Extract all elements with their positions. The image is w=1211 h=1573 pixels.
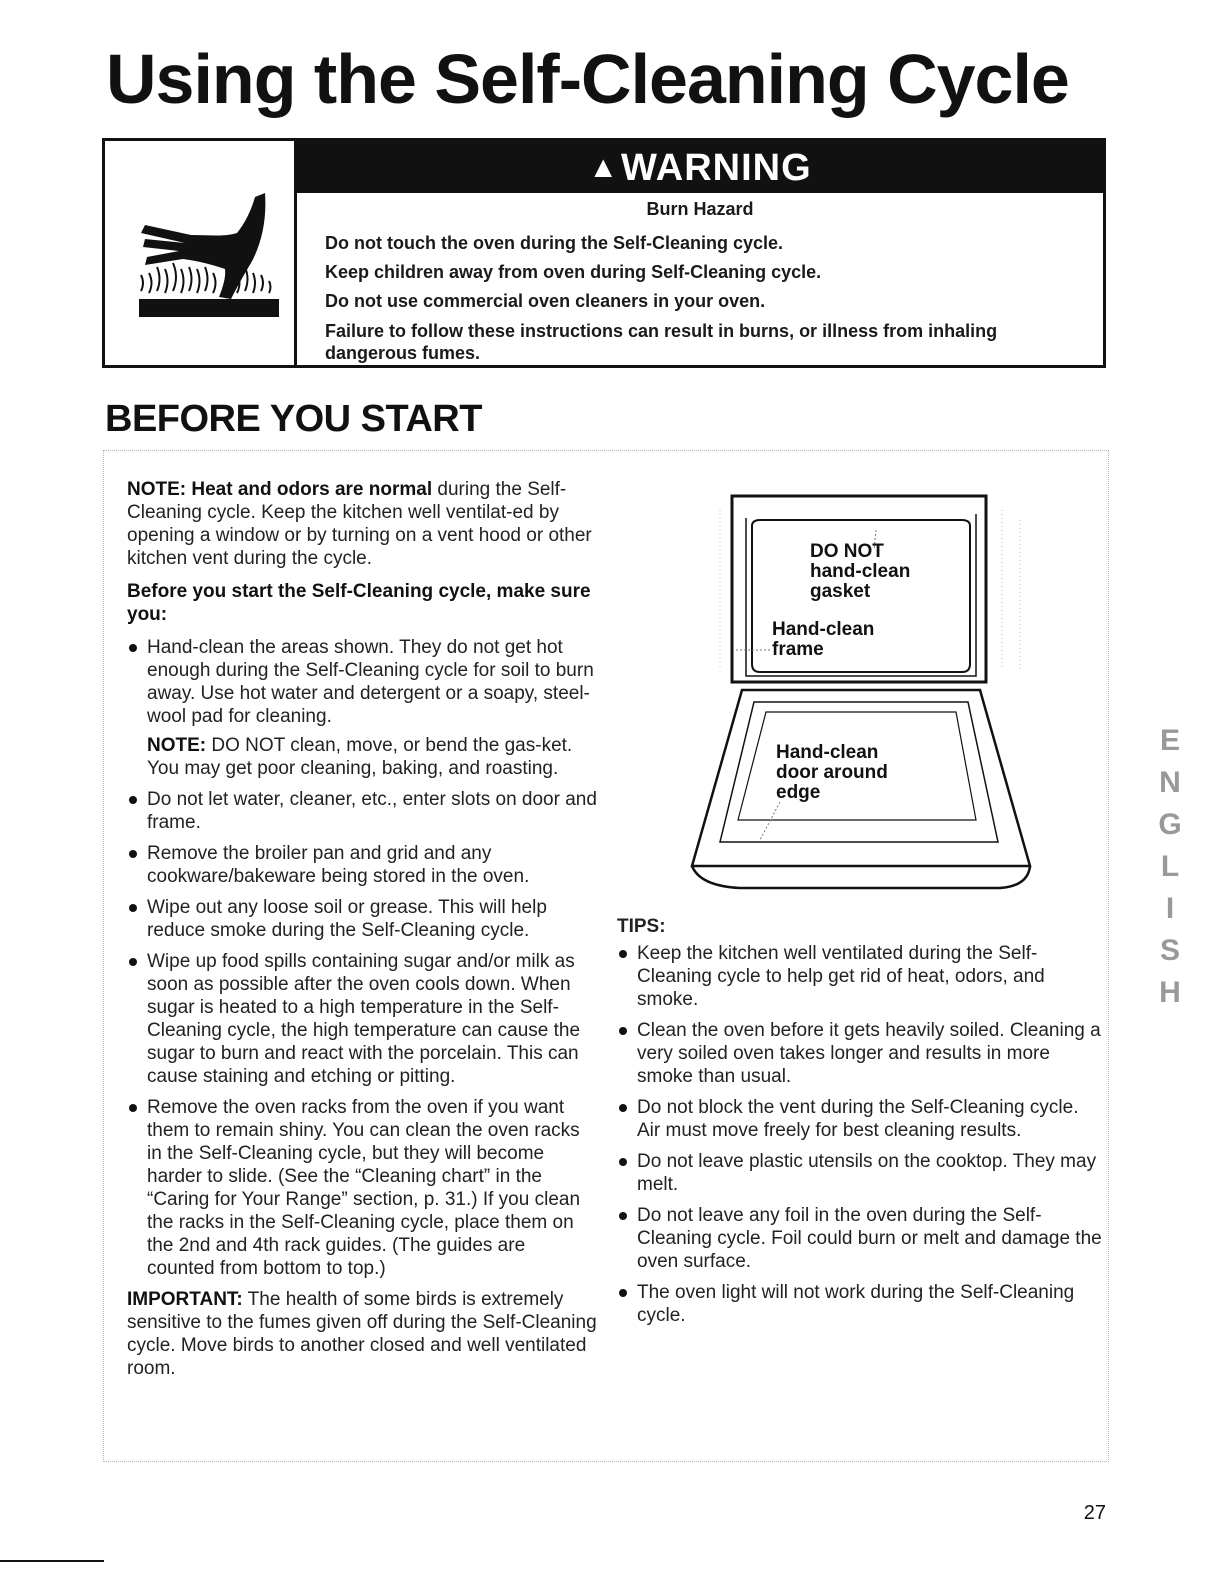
before-list xyxy=(127,636,597,728)
list-item: Do not block the vent during the Self-Cleaning cycle. Air must move freely for best cleaning results. xyxy=(617,1096,1102,1142)
side-tab-letter: G xyxy=(1158,808,1182,841)
list-item: Remove the oven racks from the oven if you want them to remain shiny. You can clean the oven racks in the Self-Cleaning cycle, but they will become harder to slide. (See the “Cleaning chart” in the “Caring for Your Range” section, p. 31.) If you clean the racks in the Self-Cleaning cycle, place them on the 2nd and 4th rack guides. (The guides are counted from bottom to top.) xyxy=(127,1096,597,1280)
list-item: Clean the oven before it gets heavily soiled. Cleaning a very soiled oven takes longer and results in more smoke than usual. xyxy=(617,1019,1102,1088)
list-item: Do not let water, cleaner, etc., enter slots on door and frame. xyxy=(127,788,597,834)
gasket-note xyxy=(127,734,597,780)
important-lead: IMPORTANT: xyxy=(127,1289,243,1310)
side-tab-letters xyxy=(1153,720,1187,1014)
side-tab-letter: E xyxy=(1159,724,1180,757)
hazard-title: Burn Hazard xyxy=(646,199,754,219)
language-side-tab xyxy=(1153,720,1187,1014)
list-item: Do not leave plastic utensils on the cooktop. They may melt. xyxy=(617,1150,1102,1196)
warning-header-text: WARNING xyxy=(621,147,812,189)
warning-line: Keep children away from oven during Self-Cleaning cycle. xyxy=(325,262,822,282)
note-paragraph xyxy=(127,478,597,570)
hot-surface-hand-icon xyxy=(105,141,297,365)
tips-heading: TIPS: xyxy=(617,916,666,937)
side-tab-letter: S xyxy=(1159,934,1180,967)
important-text: The health of some birds is extremely sensitive to the fumes given off during the Self-Cleaning cycle. Move birds to another closed and well ventilated room. xyxy=(127,1289,597,1379)
frame-label: Hand-clean frame xyxy=(772,619,875,660)
list-item: Keep the kitchen well ventilated during the Self-Cleaning cycle to help get rid of heat, odors, and smoke. xyxy=(617,942,1102,1011)
section-heading: BEFORE YOU START xyxy=(105,398,482,440)
list-item: Wipe up food spills containing sugar and/or milk as soon as possible after the oven cools down. When sugar is heated to a high temperature in the Self-Cleaning cycle, the high temperature can cause the sugar to burn and react with the porcelain. This can cause staining and etching or pitting. xyxy=(127,950,597,1088)
list-item: The oven light will not work during the Self-Cleaning cycle. xyxy=(617,1281,1102,1327)
note-lead: NOTE: Heat and odors are normal xyxy=(127,479,433,500)
bottom-rule xyxy=(0,1560,104,1562)
side-tab-letter: H xyxy=(1159,976,1181,1009)
gasket-note-text: DO NOT clean, move, or bend the gas-ket. You may get poor cleaning, baking, and roasting. xyxy=(147,735,573,779)
warning-line: Failure to follow these instructions can result in burns, or illness from inhaling dangerous fumes. xyxy=(325,321,998,363)
warning-box xyxy=(102,138,1106,368)
warning-header xyxy=(297,141,1103,193)
gasket-label: DO NOT hand-clean gasket xyxy=(810,541,911,602)
list-item: Remove the broiler pan and grid and any cookware/bakeware being stored in the oven. xyxy=(127,842,597,888)
list-item: Do not leave any foil in the oven during the Self-Cleaning cycle. Foil could burn or melt and damage the oven surface. xyxy=(617,1204,1102,1273)
page-number: 27 xyxy=(1083,1502,1106,1524)
page-title: Using the Self-Cleaning Cycle xyxy=(106,40,1069,118)
warning-lines xyxy=(325,229,1083,364)
side-tab-letter: N xyxy=(1159,766,1181,799)
warning-line: Do not use commercial oven cleaners in your oven. xyxy=(325,291,766,311)
gasket-note-lead: NOTE: xyxy=(147,735,207,756)
before-heading: Before you start the Self-Cleaning cycle, make sure you: xyxy=(127,581,591,625)
side-tab-letter: L xyxy=(1160,850,1180,883)
warning-icon-cell xyxy=(105,141,297,365)
oven-diagram xyxy=(680,490,1040,905)
side-tab-letter: I xyxy=(1165,892,1175,925)
tips-list xyxy=(617,942,1102,1327)
warning-triangle-icon: ▲ xyxy=(588,151,620,184)
important-paragraph xyxy=(127,1288,597,1380)
tips-column xyxy=(617,915,1102,1335)
list-item: Hand-clean the areas shown. They do not get hot enough during the Self-Cleaning cycle for soil to burn away. Use hot water and detergent or a soapy, steel-wool pad for cleaning. xyxy=(127,636,597,728)
door-label: Hand-clean door around edge xyxy=(776,742,888,803)
before-list-continued xyxy=(127,788,597,1280)
list-item: Wipe out any loose soil or grease. This will help reduce smoke during the Self-Cleaning cycle. xyxy=(127,896,597,942)
left-column xyxy=(127,478,597,1390)
note-text: during the Self-Cleaning cycle. Keep the kitchen well ventilat-ed by opening a window or by turning on a vent hood or other kitchen vent during the cycle. xyxy=(127,479,592,569)
warning-line: Do not touch the oven during the Self-Cleaning cycle. xyxy=(325,233,784,253)
